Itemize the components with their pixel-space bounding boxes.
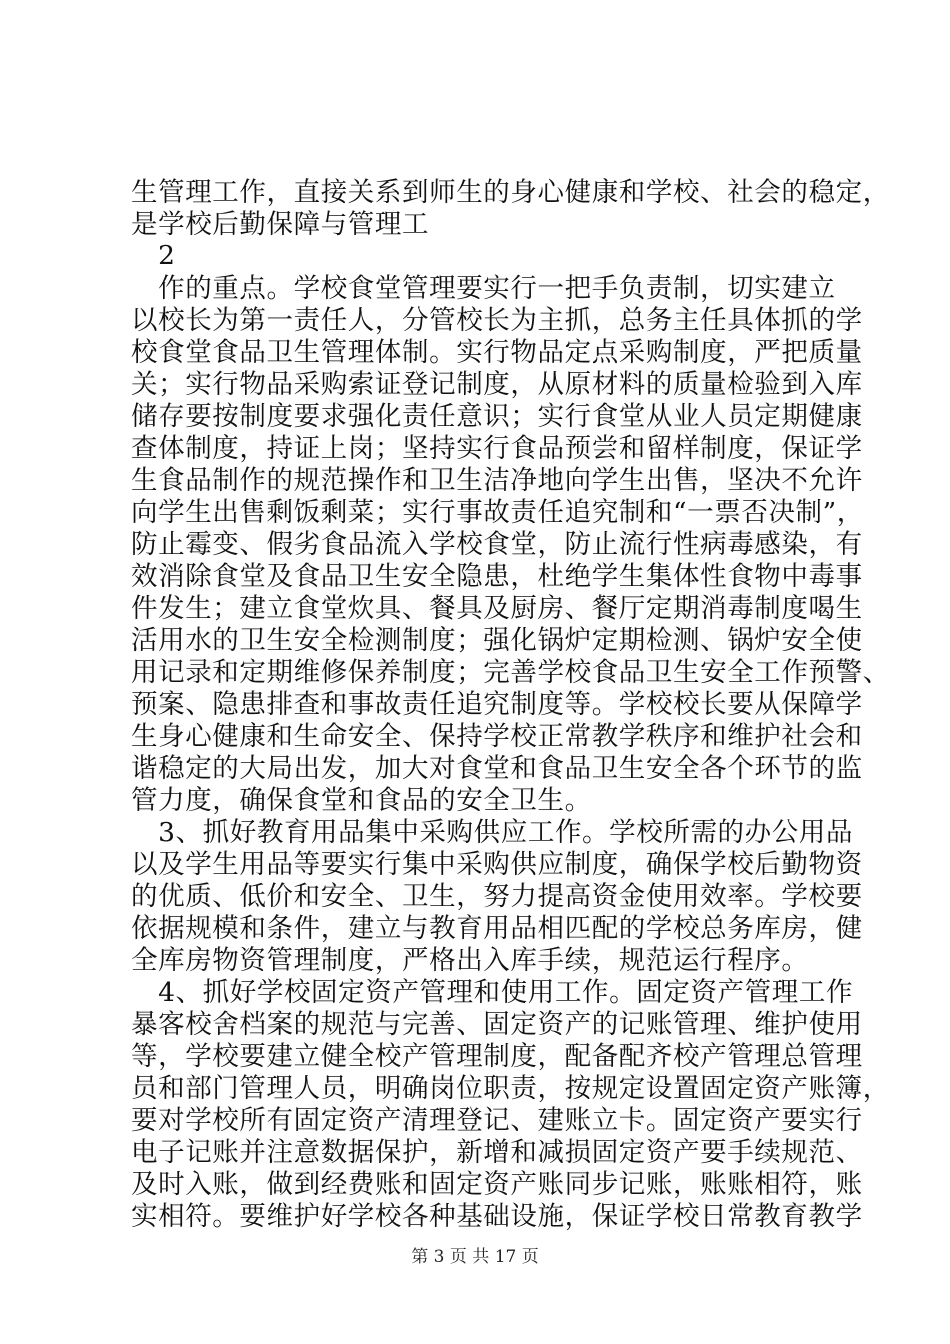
text-line: 实相符。要维护好学校各种基础设施，保证学校日常教育教学 <box>131 1201 863 1232</box>
text-line: 生食品制作的规范操作和卫生洁净地向学生出售，坚决不允许 <box>131 465 863 496</box>
text-line: 暴客校舍档案的规范与完善、固定资产的记账管理、维护使用 <box>131 1009 863 1040</box>
text-line: 用记录和定期维修保养制度；完善学校食品卫生安全工作预警、 <box>131 657 890 688</box>
text-line: 生身心健康和生命安全、保持学校正常教学秩序和维护社会和 <box>131 721 863 752</box>
text-line: 管力度，确保食堂和食品的安全卫生。 <box>131 785 592 816</box>
text-line: 员和部门管理人员，明确岗位职责，按规定设置固定资产账簿， <box>131 1073 890 1104</box>
text-line: 等，学校要建立健全校产管理制度，配备配齐校产管理总管理 <box>131 1041 863 1072</box>
text-line: 活用水的卫生安全检测制度；强化锅炉定期检测、锅炉安全使 <box>131 625 863 656</box>
text-line: 以及学生用品等要实行集中采购供应制度，确保学校后勤物资 <box>131 849 863 880</box>
text-line: 要对学校所有固定资产清理登记、建账立卡。固定资产要实行 <box>131 1105 863 1136</box>
text-line: 电子记账并注意数据保护，新增和减损固定资产要手续规范、 <box>131 1137 863 1168</box>
text-line: 以校长为第一责任人，分管校长为主抓，总务主任具体抓的学 <box>131 305 863 336</box>
text-line: 是学校后勤保障与管理工 <box>131 209 430 240</box>
text-line: 4、抓好学校固定资产管理和使用工作。固定资产管理工作 <box>131 977 854 1008</box>
page-footer: 第 3 页 共 17 页 <box>411 1247 539 1267</box>
text-line: 作的重点。学校食堂管理要实行一把手负责制，切实建立 <box>131 273 836 304</box>
text-line: 查体制度，持证上岗；坚持实行食品预尝和留样制度，保证学 <box>131 433 863 464</box>
text-line: 依据规模和条件，建立与教育用品相匹配的学校总务库房，健 <box>131 913 863 944</box>
text-line: 生管理工作，直接关系到师生的身心健康和学校、社会的稳定， <box>131 177 890 208</box>
text-line: 关；实行物品采购索证登记制度，从原材料的质量检验到入库 <box>131 369 863 400</box>
text-line: 效消除食堂及食品卫生安全隐患，杜绝学生集体性食物中毒事 <box>131 561 863 592</box>
text-line: 件发生；建立食堂炊具、餐具及厨房、餐厅定期消毒制度喝生 <box>131 593 863 624</box>
text-line: 及时入账，做到经费账和固定资产账同步记账，账账相符，账 <box>131 1169 863 1200</box>
text-line: 校食堂食品卫生管理体制。实行物品定点采购制度，严把质量 <box>131 337 863 368</box>
text-line: 3、抓好教育用品集中采购供应工作。学校所需的办公用品 <box>131 817 854 848</box>
text-line: 向学生出售剩饭剩菜；实行事故责任追究制和“一票否决制”， <box>131 497 864 528</box>
text-line: 的优质、低价和安全、卫生，努力提高资金使用效率。学校要 <box>131 881 863 912</box>
text-line: 储存要按制度要求强化责任意识；实行食堂从业人员定期健康 <box>131 401 863 432</box>
text-line: 防止霉变、假劣食品流入学校食堂，防止流行性病毒感染，有 <box>131 529 863 560</box>
text-line: 预案、隐患排查和事故责任追究制度等。学校校长要从保障学 <box>131 689 863 720</box>
text-line: 全库房物资管理制度，严格出入库手续，规范运行程序。 <box>131 945 809 976</box>
page-number-marker: 2 <box>131 240 176 271</box>
text-line: 谐稳定的大局出发，加大对食堂和食品卫生安全各个环节的监 <box>131 753 863 784</box>
